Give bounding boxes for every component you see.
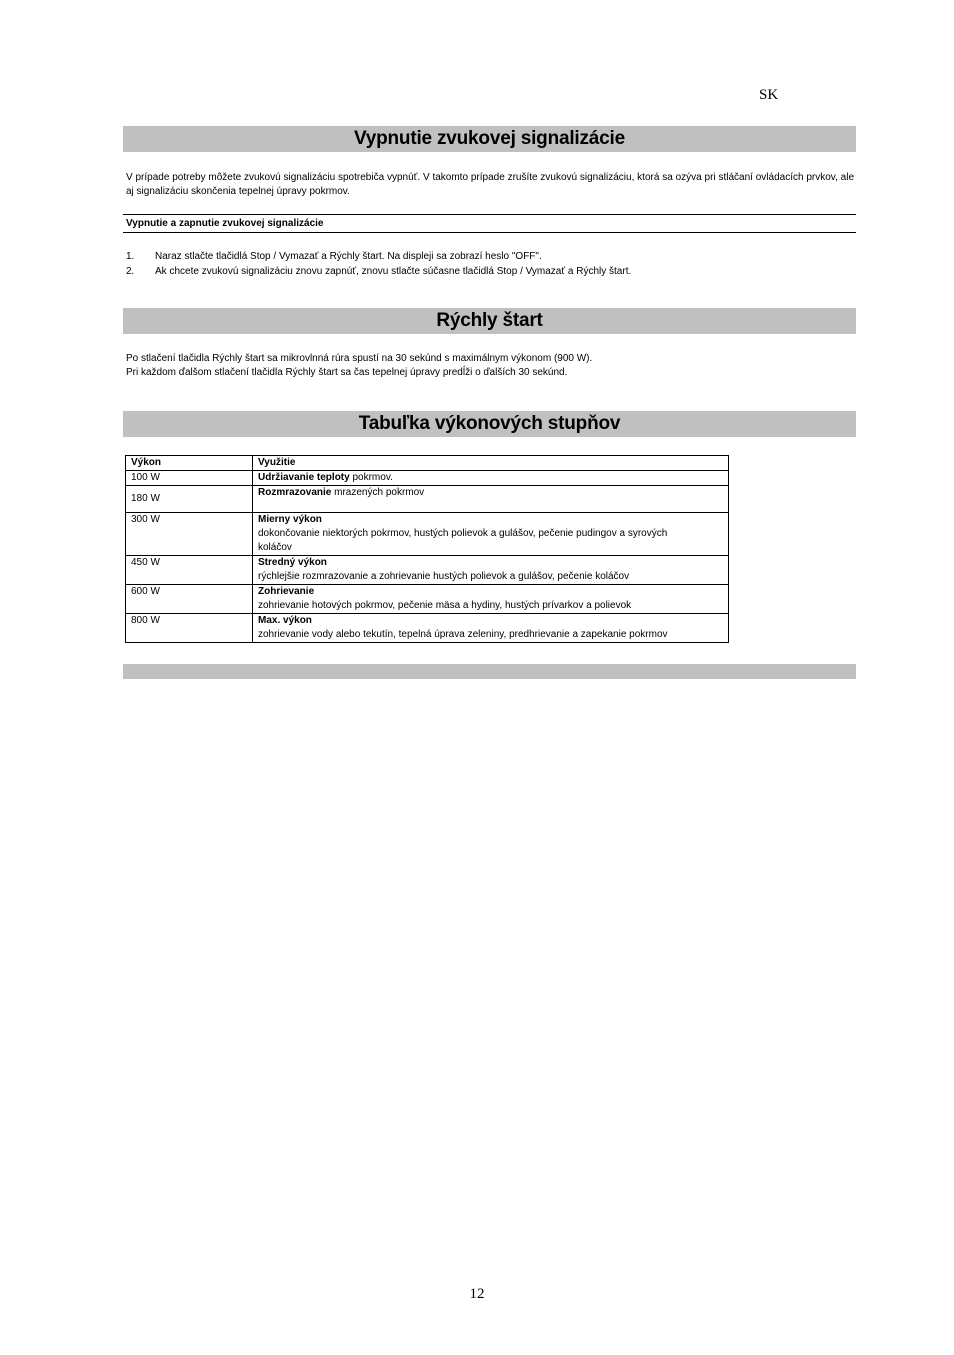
power-cell: 100 W xyxy=(126,471,253,486)
list-item xyxy=(126,264,854,279)
list-item xyxy=(126,249,854,264)
usage-desc: rýchlejšie rozmrazovanie a zohrievanie hustých polievok a gulášov, pečenie koláčov xyxy=(258,571,630,582)
quick-start-line-1: Po stlačení tlačidla Rýchly štart sa mikrovlnná rúra spustí na 30 sekúnd s maximálnym výkonom (900 W). xyxy=(126,353,593,364)
page-number: 12 xyxy=(469,1286,485,1302)
usage-cell xyxy=(253,614,729,643)
usage-label: Stredný výkon xyxy=(258,557,327,568)
usage-label: Udržiavanie teploty xyxy=(258,472,350,483)
language-code: SK xyxy=(759,87,779,103)
sound-steps-list xyxy=(126,249,854,279)
usage-label: Zohrievanie xyxy=(258,586,315,597)
power-levels-table xyxy=(125,455,729,643)
usage-cell xyxy=(253,556,729,585)
table-header-row xyxy=(126,456,729,471)
column-header-power: Výkon xyxy=(126,456,253,471)
usage-label: Mierny výkon xyxy=(258,514,322,525)
table-row xyxy=(126,614,729,643)
usage-desc: pokrmov. xyxy=(349,472,393,483)
usage-label: Rozmrazovanie xyxy=(258,487,332,498)
sound-subheading: Vypnutie a zapnutie zvukovej signalizácie xyxy=(123,214,856,233)
power-cell: 450 W xyxy=(126,556,253,585)
usage-cell xyxy=(253,513,729,556)
table-row xyxy=(126,556,729,585)
usage-cell xyxy=(253,471,729,486)
usage-desc: dokončovanie niektorých pokrmov, hustých polievok a gulášov, pečenie pudingov a syrových koláčov xyxy=(258,528,668,553)
section-title-power-table: Tabuľka výkonových stupňov xyxy=(123,411,856,437)
quick-start-line-2: Pri každom ďalšom stlačení tlačidla Rýchly štart sa čas tepelnej úpravy predĺži o ďalších 30 sekúnd. xyxy=(126,367,568,378)
sound-intro-paragraph xyxy=(126,171,854,199)
power-cell: 180 W xyxy=(126,486,253,513)
section-divider-bar xyxy=(123,664,856,679)
step-text: Naraz stlačte tlačidlá Stop / Vymazať a Rýchly štart. Na displeji sa zobrazí heslo "OFF". xyxy=(155,251,542,262)
table-row xyxy=(126,471,729,486)
sound-intro-text: V prípade potreby môžete zvukovú signalizáciu spotrebiča vypnúť. V takomto prípade zrušíte zvukovú signalizáciu, ktorá sa ozýva pri stláčaní ovládacích prvkov, ale aj signalizáciu skončenia tepelnej úpravy pokrmov. xyxy=(126,172,854,197)
column-header-usage: Využitie xyxy=(253,456,729,471)
table-row xyxy=(126,486,729,513)
power-cell: 300 W xyxy=(126,513,253,556)
usage-cell xyxy=(253,585,729,614)
power-cell: 600 W xyxy=(126,585,253,614)
usage-desc: mrazených pokrmov xyxy=(331,487,425,498)
usage-desc: zohrievanie hotových pokrmov, pečenie mäsa a hydiny, hustých prívarkov a polievok xyxy=(258,600,632,611)
usage-desc: zohrievanie vody alebo tekutín, tepelná úprava zeleniny, predhrievanie a zapekanie pokrmov xyxy=(258,629,668,640)
section-title-quick-start: Rýchly štart xyxy=(123,308,856,334)
usage-label: Max. výkon xyxy=(258,615,312,626)
table-row xyxy=(126,513,729,556)
step-text: Ak chcete zvukovú signalizáciu znovu zapnúť, znovu stlačte súčasne tlačidlá Stop / Vymazať a Rýchly štart. xyxy=(155,266,632,277)
step-number: 1. xyxy=(126,251,135,262)
table-row xyxy=(126,585,729,614)
step-number: 2. xyxy=(126,266,135,277)
usage-cell xyxy=(253,486,729,513)
quick-start-paragraph xyxy=(126,352,854,380)
section-title-sound-off: Vypnutie zvukovej signalizácie xyxy=(123,126,856,152)
power-cell: 800 W xyxy=(126,614,253,643)
